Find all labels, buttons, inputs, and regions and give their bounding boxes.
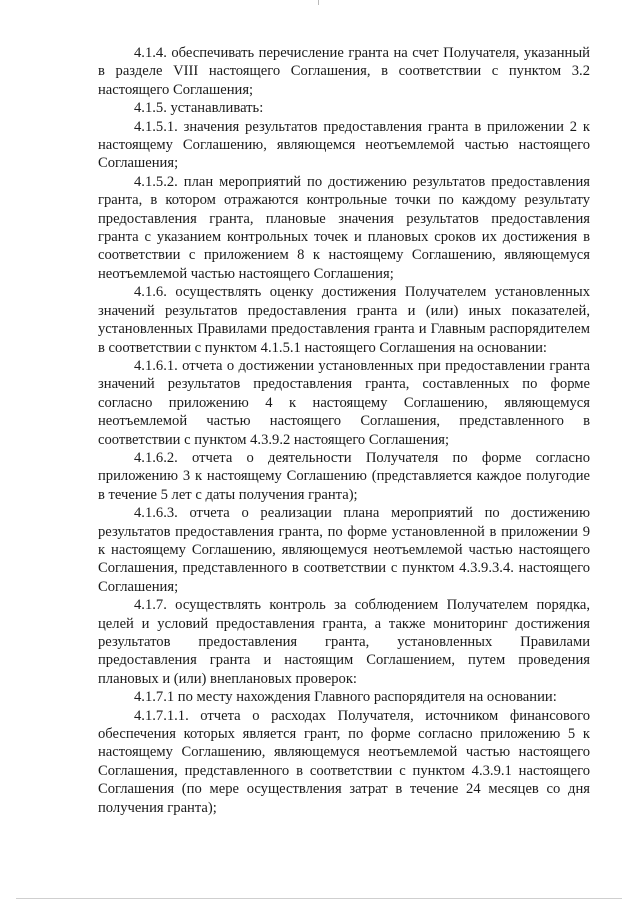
paragraph-4-1-7-1: 4.1.7.1 по месту нахождения Главного распорядителя на основании: (134, 689, 557, 706)
paragraph-4-1-5-1: 4.1.5.1. значения результатов предоставления гранта в приложении 2 к настоящему Соглашению, являющемся неотъемлемой частью настоящего Соглашения; (98, 118, 590, 172)
document-text (98, 44, 590, 817)
paragraph-4-1-6-3: 4.1.6.3. отчета о реализации плана мероприятий по достижению результатов предоставления гранта, по форме установленной в приложении 9 к настоящему Соглашению, являющемуся неотъемлемой частью настоящего Соглашения, представленного в соответствии с пунктом 4.3.9.3.4. настоящего Соглашения; (98, 505, 590, 595)
scan-artifact-bottom (16, 898, 622, 899)
scan-artifact-top (318, 0, 319, 5)
paragraph-4-1-5: 4.1.5. устанавливать: (134, 100, 264, 117)
paragraph-4-1-7-1-1: 4.1.7.1.1. отчета о расходах Получателя, источником финансового обеспечения которых является грант, по форме согласно приложению 5 к настоящему Соглашению, являющемуся неотъемлемой частью настоящего Соглашения, представленного в соответствии с пунктом 4.3.9.1 настоящего Соглашения (по мере осуществления затрат в течение 24 месяцев со дня получения гранта); (98, 707, 590, 816)
paragraph-4-1-5-2: 4.1.5.2. план мероприятий по достижению результатов предоставления гранта, в котором отражаются контрольные точки по каждому результату предоставления гранта, плановые значения результатов предоставления гранта с указанием контрольных точек и плановых сроков их достижения в соответствии с приложением 8 к настоящему Соглашению, являющемуся неотъемлемой частью настоящего Соглашения; (98, 173, 590, 282)
paragraph-4-1-6-1: 4.1.6.1. отчета о достижении установленных при предоставлении гранта значений результатов предоставления гранта, составленных по форме согласно приложению 4 к настоящему Соглашению, являющемуся неотъемлемой частью настоящего Соглашения, представленного в соответствии с пунктом 4.3.9.2 настоящего Соглашения; (98, 357, 590, 448)
paragraph-4-1-4: 4.1.4. обеспечивать перечисление гранта на счет Получателя, указанный в разделе VIII настоящего Соглашения, в соответствии с пунктом 3.2 настоящего Соглашения; (98, 45, 590, 98)
paragraph-4-1-7: 4.1.7. осуществлять контроль за соблюдением Получателем порядка, целей и условий предоставления гранта, а также мониторинг достижения результатов предоставления гранта, установленных Правилами предоставления гранта и настоящим Соглашением, путем проведения плановых и (или) внеплановых проверок: (98, 597, 590, 687)
paragraph-4-1-6-2: 4.1.6.2. отчета о деятельности Получателя по форме согласно приложению 3 к настоящему Соглашению (представляется каждое полугодие в течение 5 лет с даты получения гранта); (98, 449, 590, 503)
paragraph-4-1-6: 4.1.6. осуществлять оценку достижения Получателем установленных значений результатов предоставления гранта и (или) иных показателей, установленных Правилами предоставления гранта и Главным распорядителем в соответствии с пунктом 4.1.5.1 настоящего Соглашения на основании: (98, 284, 590, 356)
